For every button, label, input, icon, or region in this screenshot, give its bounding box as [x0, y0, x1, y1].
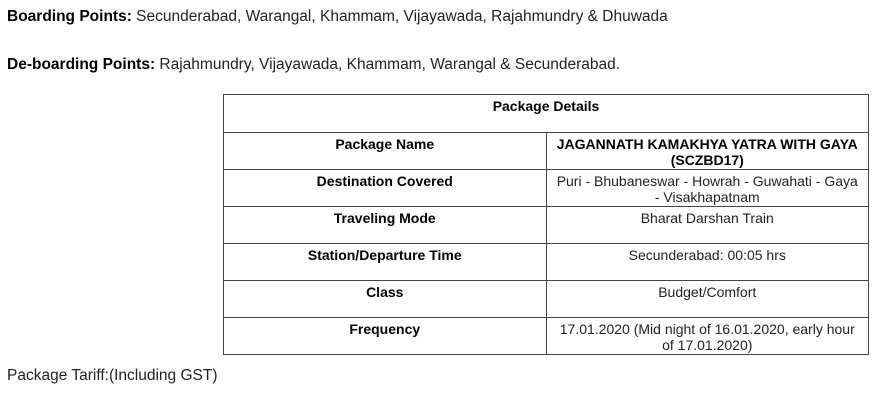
package-tariff-text: Package Tariff:(Including GST)	[7, 367, 218, 384]
boarding-points-value: Secunderabad, Warangal, Khammam, Vijayawada, Rajahmundry & Dhuwada	[131, 8, 668, 25]
deboarding-points-label: De-boarding Points:	[7, 56, 156, 73]
table-header-row	[224, 95, 869, 133]
row-value-traveling-mode: Bharat Darshan Train	[546, 207, 869, 244]
table-row	[224, 207, 869, 244]
row-label-frequency: Frequency	[224, 318, 547, 355]
row-label-traveling-mode: Traveling Mode	[224, 207, 547, 244]
table-row	[224, 281, 869, 318]
table-row	[224, 318, 869, 355]
row-value-frequency: 17.01.2020 (Mid night of 16.01.2020, early hour of 17.01.2020)	[546, 318, 869, 355]
table-row	[224, 170, 869, 207]
table-row	[224, 133, 869, 170]
row-value-package-name: JAGANNATH KAMAKHYA YATRA WITH GAYA (SCZBD17)	[546, 133, 869, 170]
row-label-class: Class	[224, 281, 547, 318]
row-label-destination: Destination Covered	[224, 170, 547, 207]
row-label-package-name: Package Name	[224, 133, 547, 170]
package-details-table	[223, 94, 869, 355]
deboarding-points	[7, 55, 620, 75]
table-row	[224, 244, 869, 281]
row-label-departure-time: Station/Departure Time	[224, 244, 547, 281]
boarding-points	[7, 7, 668, 27]
table-header: Package Details	[224, 95, 869, 133]
row-value-class: Budget/Comfort	[546, 281, 869, 318]
deboarding-points-value: Rajahmundry, Vijayawada, Khammam, Warangal & Secunderabad.	[155, 56, 621, 73]
row-value-destination: Puri - Bhubaneswar - Howrah - Guwahati - Gaya - Visakhapatnam	[546, 170, 869, 207]
boarding-points-label: Boarding Points:	[7, 8, 132, 25]
row-value-departure-time: Secunderabad: 00:05 hrs	[546, 244, 869, 281]
